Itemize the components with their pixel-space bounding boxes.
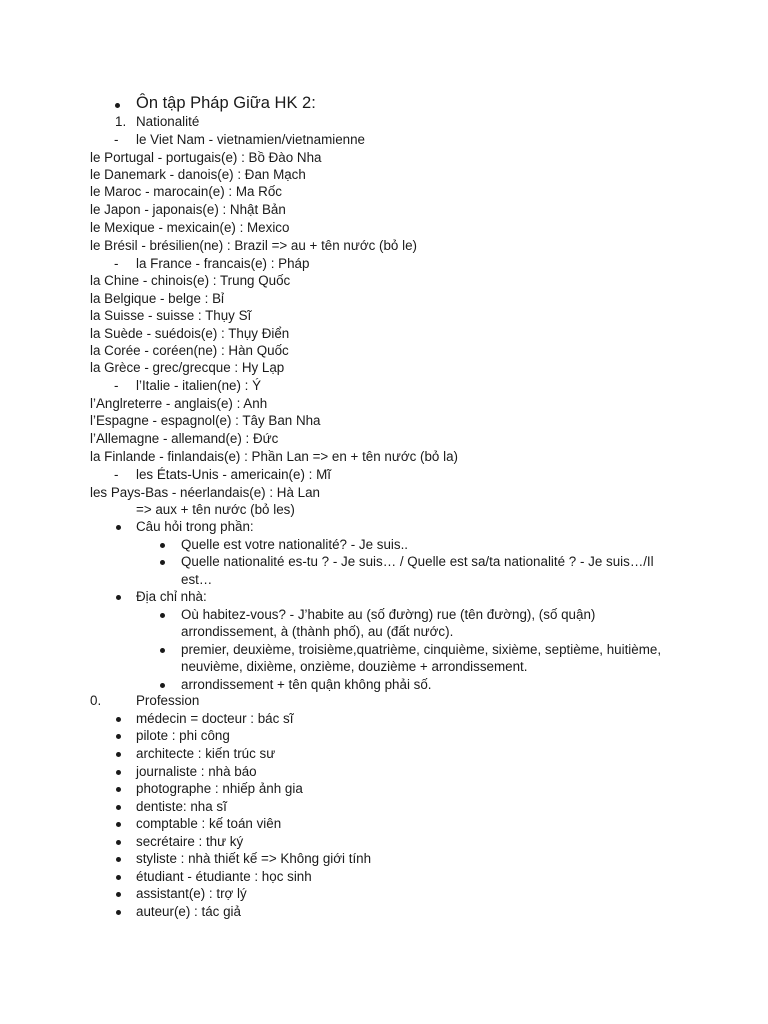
bullet-icon <box>116 770 121 775</box>
list-item: l’Espagne - espagnol(e) : Tây Ban Nha <box>90 413 321 428</box>
dash-marker: - <box>114 256 119 271</box>
bullet-icon <box>116 805 121 810</box>
list-item-les-heading: les États-Unis - americain(e) : Mĩ <box>136 467 331 482</box>
profession-item: assistant(e) : trợ lý <box>136 886 247 901</box>
profession-item: architecte : kiến trúc sư <box>136 746 276 761</box>
bullet-icon <box>116 752 121 757</box>
bullet-icon <box>160 648 165 653</box>
profession-item: styliste : nhà thiết kế => Không giới tính <box>136 851 372 866</box>
list-item: la Chine - chinois(e) : Trung Quốc <box>90 273 291 288</box>
bullet-icon <box>116 892 121 897</box>
list-item-la-heading: la France - francais(e) : Pháp <box>136 256 310 271</box>
profession-item: comptable : kế toán viên <box>136 816 282 831</box>
bullet-icon <box>116 910 121 915</box>
bullet-icon <box>116 840 121 845</box>
question-item-continued: est… <box>181 572 213 587</box>
bullet-icon <box>116 875 121 880</box>
list-item: le Brésil - brésilien(ne) : Brazil => au + tên nước (bỏ le) <box>90 238 417 253</box>
bullet-icon <box>116 525 121 530</box>
profession-item: auteur(e) : tác giả <box>136 904 241 919</box>
section-heading-nationalite: Nationalité <box>136 114 200 129</box>
profession-item: étudiant - étudiante : học sinh <box>136 869 312 884</box>
list-item: le Danemark - danois(e) : Đan Mạch <box>90 167 306 182</box>
list-item: la Grèce - grec/grecque : Hy Lạp <box>90 360 285 375</box>
page-title: Ôn tập Pháp Giữa HK 2: <box>136 94 316 112</box>
bullet-icon <box>116 822 121 827</box>
list-item-le-heading: le Viet Nam - vietnamien/vietnamienne <box>136 132 365 147</box>
profession-item: secrétaire : thư ký <box>136 834 244 849</box>
list-item: la Suisse - suisse : Thụy Sĩ <box>90 308 252 323</box>
address-item-continued: neuvième, dixième, onzième, douzième + arrondissement. <box>181 659 528 674</box>
list-item: la Finlande - finlandais(e) : Phần Lan => en + tên nước (bỏ la) <box>90 449 458 464</box>
question-item: Quelle nationalité es-tu ? - Je suis… / Quelle est sa/ta nationalité ? - Je suis…/Il <box>181 554 654 569</box>
list-item: le Portugal - portugais(e) : Bồ Đào Nha <box>90 150 322 165</box>
bullet-icon <box>116 787 121 792</box>
bullet-icon <box>116 734 121 739</box>
bullet-icon <box>160 560 165 565</box>
list-item: le Mexique - mexicain(e) : Mexico <box>90 220 290 235</box>
questions-heading: Câu hỏi trong phần: <box>136 519 254 534</box>
address-item: arrondissement + tên quận không phải số. <box>181 677 432 692</box>
address-heading: Địa chỉ nhà: <box>136 589 207 604</box>
rule-note: => aux + tên nước (bỏ les) <box>136 502 295 517</box>
list-item: le Japon - japonais(e) : Nhật Bản <box>90 202 286 217</box>
bullet-icon <box>115 103 120 108</box>
section-number: 1. <box>115 114 127 129</box>
section-number: 0. <box>90 693 102 708</box>
list-item: le Maroc - marocain(e) : Ma Rốc <box>90 184 282 199</box>
list-item: la Belgique - belge : Bỉ <box>90 291 224 306</box>
address-item: Où habitez-vous? - J’habite au (số đường) rue (tên đường), (số quận) <box>181 607 596 622</box>
address-item: premier, deuxième, troisième,quatrième, cinquième, sixième, septième, huitième, <box>181 642 662 657</box>
bullet-icon <box>116 595 121 600</box>
bullet-icon <box>160 613 165 618</box>
dash-marker: - <box>114 467 119 482</box>
profession-item: pilote : phi công <box>136 728 230 743</box>
list-item: la Suède - suédois(e) : Thụy Điển <box>90 326 290 341</box>
dash-marker: - <box>114 132 119 147</box>
profession-item: photographe : nhiếp ảnh gia <box>136 781 303 796</box>
bullet-icon <box>160 543 165 548</box>
address-item-continued: arrondissement, à (thành phố), au (đất nước). <box>181 624 454 639</box>
list-item: la Corée - coréen(ne) : Hàn Quốc <box>90 343 289 358</box>
bullet-icon <box>116 717 121 722</box>
profession-item: dentiste: nha sĩ <box>136 799 227 814</box>
list-item: l’Anglreterre - anglais(e) : Anh <box>90 396 268 411</box>
bullet-icon <box>160 683 165 688</box>
list-item-vowel-heading: l’Italie - italien(ne) : Ý <box>136 378 262 393</box>
list-item: l’Allemagne - allemand(e) : Đức <box>90 431 279 446</box>
profession-item: journaliste : nhà báo <box>136 764 257 779</box>
bullet-icon <box>116 857 121 862</box>
dash-marker: - <box>114 378 119 393</box>
profession-item: médecin = docteur : bác sĩ <box>136 711 294 726</box>
question-item: Quelle est votre nationalité? - Je suis.. <box>181 537 409 552</box>
list-item: les Pays-Bas - néerlandais(e) : Hà Lan <box>90 485 320 500</box>
section-heading-profession: Profession <box>136 693 200 708</box>
